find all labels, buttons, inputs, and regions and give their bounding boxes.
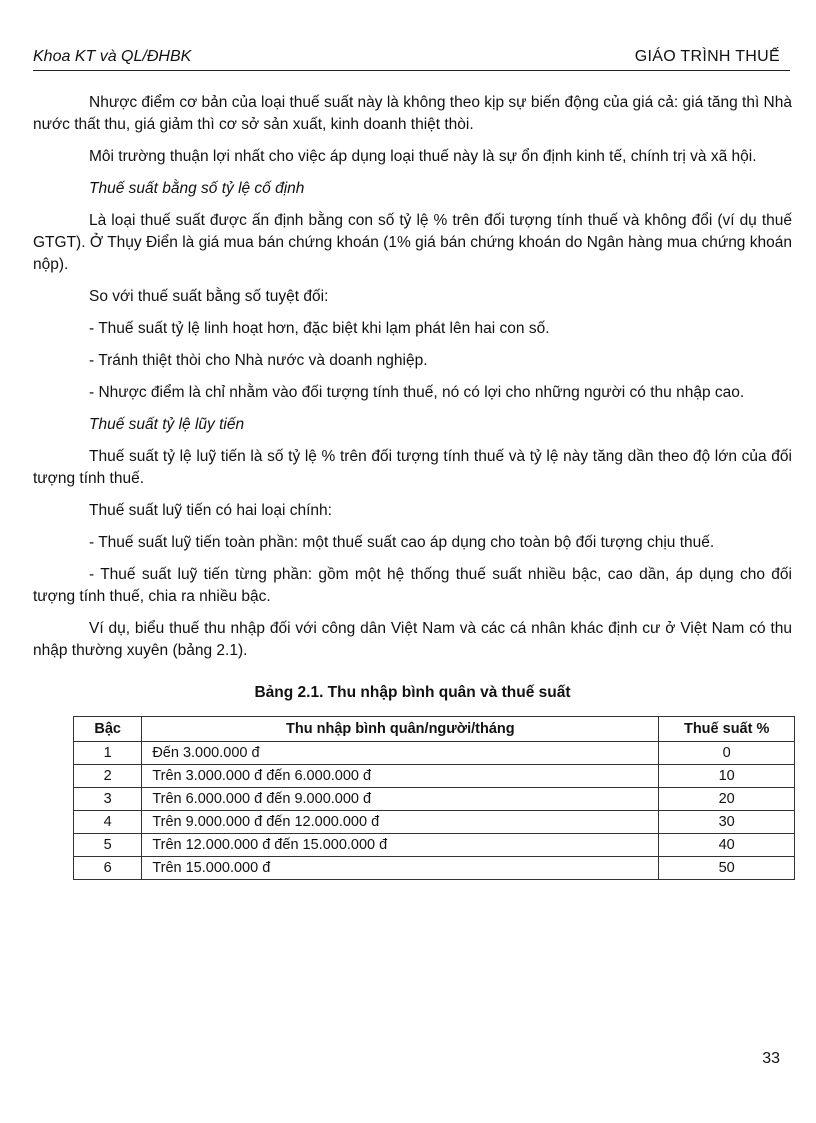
table-header-row [74,717,795,742]
cell-income: Trên 6.000.000 đ đến 9.000.000 đ [142,788,659,811]
paragraph: Môi trường thuận lợi nhất cho việc áp dụng loại thuế này là sự ổn định kinh tế, chính trị và xã hội. [89,148,757,165]
bullet-item: - Tránh thiệt thòi cho Nhà nước và doanh nghiệp. [89,352,428,369]
tax-rate-table [73,716,795,880]
table-row [74,765,795,788]
table-row [74,742,795,765]
cell-income: Trên 15.000.000 đ [142,857,659,880]
table-row [74,788,795,811]
page-number: 33 [762,1050,780,1067]
cell-level: 4 [74,811,142,834]
cell-rate: 20 [659,788,795,811]
section-heading: Thuế suất bằng số tỷ lệ cố định [89,180,305,197]
header-book-title: GIÁO TRÌNH THUẾ [634,48,780,65]
cell-income: Trên 12.000.000 đ đến 15.000.000 đ [142,834,659,857]
header-cell-income: Thu nhập bình quân/người/tháng [142,717,659,742]
cell-level: 5 [74,834,142,857]
table-row [74,834,795,857]
cell-level: 6 [74,857,142,880]
bullet-item: - Thuế suất luỹ tiến từng phần: gồm một hệ thống thuế suất nhiều bậc, cao dần, áp dụng cho đối tượng tính thuế, chia ra nhiều bậc. [33,566,792,605]
cell-income: Đến 3.000.000 đ [142,742,659,765]
paragraph: Là loại thuế suất được ấn định bằng con số tỷ lệ % trên đối tượng tính thuế và không đổi (ví dụ thuế GTGT). Ở Thụy Điển là giá mua bán chứng khoán (1% giá bán chứng khoán do Ngân hàng mua chứng khoán nộp). [33,212,792,273]
cell-rate: 0 [659,742,795,765]
cell-level: 2 [74,765,142,788]
bullet-item: - Thuế suất tỷ lệ linh hoạt hơn, đặc biệt khi lạm phát lên hai con số. [89,320,550,337]
section-heading: Thuế suất tỷ lệ lũy tiến [89,416,245,433]
bullet-item: - Nhược điểm là chỉ nhằm vào đối tượng tính thuế, nó có lợi cho những người có thu nhập cao. [89,384,745,401]
cell-rate: 40 [659,834,795,857]
table-row [74,811,795,834]
paragraph: Thuế suất luỹ tiến có hai loại chính: [89,502,332,519]
bullet-item: - Thuế suất luỹ tiến toàn phần: một thuế suất cao áp dụng cho toàn bộ đối tượng chịu thuế. [89,534,715,551]
paragraph: Ví dụ, biểu thuế thu nhập đối với công dân Việt Nam và các cá nhân khác định cư ở Việt Nam có thu nhập thường xuyên (bảng 2.1). [33,620,792,659]
cell-level: 3 [74,788,142,811]
table-caption: Bảng 2.1. Thu nhập bình quân và thuế suất [254,684,571,701]
table-row [74,857,795,880]
header-cell-level: Bậc [74,717,142,742]
header-cell-rate: Thuế suất % [659,717,795,742]
cell-rate: 10 [659,765,795,788]
cell-rate: 50 [659,857,795,880]
paragraph: So với thuế suất bằng số tuyệt đối: [89,288,329,305]
cell-rate: 30 [659,811,795,834]
cell-income: Trên 9.000.000 đ đến 12.000.000 đ [142,811,659,834]
cell-level: 1 [74,742,142,765]
header-institution: Khoa KT và QL/ĐHBK [33,48,192,65]
cell-income: Trên 3.000.000 đ đến 6.000.000 đ [142,765,659,788]
paragraph: Thuế suất tỷ lệ luỹ tiến là số tỷ lệ % trên đối tượng tính thuế và tỷ lệ này tăng dần theo độ lớn của đối tượng tính thuế. [33,448,792,487]
paragraph: Nhược điểm cơ bản của loại thuế suất này là không theo kịp sự biến động của giá cả: giá tăng thì Nhà nước thất thu, giá giảm thì cơ sở sản xuất, kinh doanh thiệt thòi. [33,94,792,133]
page-body [33,92,792,880]
page-header [33,46,790,71]
